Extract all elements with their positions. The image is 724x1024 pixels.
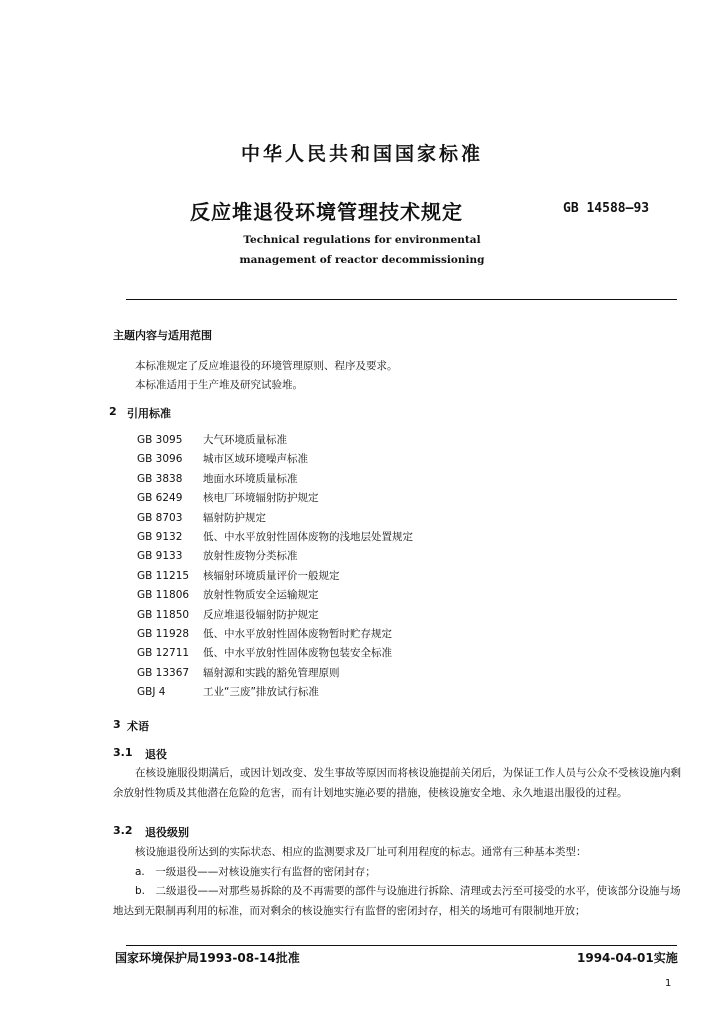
reference-code: GB 11850: [137, 608, 190, 621]
reference-title: 低、中水平放射性固体废物的浅地层处置规定: [203, 530, 413, 543]
reference-code: GBJ 4: [137, 686, 166, 699]
list-item: [137, 626, 413, 645]
subsection-3-2-number: 3.2: [113, 824, 133, 837]
list-item: [137, 490, 413, 509]
page-number: 1: [665, 978, 672, 989]
list-item: [137, 548, 413, 567]
header-divider: [126, 299, 677, 300]
list-item: [137, 510, 413, 529]
list-item: [137, 645, 413, 664]
reference-title: 放射性废物分类标准: [203, 550, 298, 563]
reference-code: GB 11215: [137, 569, 190, 582]
subsection-3-2-intro: 核设施退役所达到的实际状态、相应的监测要求及厂址可利用程度的标志。通常有三种基本类型：: [135, 846, 587, 858]
list-item: [137, 665, 413, 684]
reference-title: 辐射防护规定: [203, 511, 266, 524]
standard-title-cn: 反应堆退役环境管理技术规定: [190, 200, 463, 224]
reference-title: 地面水环境质量标准: [203, 472, 298, 485]
reference-title: 核电厂环境辐射防护规定: [203, 492, 319, 505]
list-item: [137, 432, 413, 451]
level-item-b: b. 二级退役——对那些易拆除的及不再需要的部件与设施进行拆除、清理或去污至可接受的水平，使该部分设施与场地达到无限制再利用的标准，而对剩余的核设施实行有监督的密闭封存，相关的场地可有限制地开放；: [113, 885, 681, 917]
section3-number: 3: [113, 718, 121, 731]
section2-heading: 引用标准: [127, 407, 171, 420]
reference-code: GB 8703: [137, 511, 183, 524]
list-item: [137, 684, 413, 703]
reference-title: 低、中水平放射性固体废物暂时贮存规定: [203, 627, 392, 640]
section2-number: 2: [109, 405, 117, 418]
section1-line1: 本标准规定了反应堆退役的环境管理原则、程序及要求。: [135, 360, 398, 372]
reference-code: GB 9133: [137, 550, 183, 563]
list-item: [137, 529, 413, 548]
reference-code: GB 11806: [137, 589, 190, 602]
standard-code: GB 14588—93: [563, 201, 650, 216]
standard-title-en-line2: management of reactor decommissioning: [239, 254, 485, 266]
section1-line2: 本标准适用于生产堆及研究试验堆。: [135, 379, 303, 391]
approval-line: 国家环境保护局1993-08-14批准: [115, 951, 300, 965]
list-item: [137, 568, 413, 587]
reference-code: GB 13367: [137, 666, 190, 679]
section3-heading: 术语: [127, 720, 149, 733]
subsection-3-1-number: 3.1: [113, 746, 133, 759]
reference-title: 反应堆退役辐射防护规定: [203, 608, 319, 621]
footer-divider: [126, 945, 677, 946]
reference-list: [137, 432, 413, 703]
reference-title: 大气环境质量标准: [203, 434, 287, 446]
subsection-3-1-text: 在核设施服役期满后，或因计划改变、发生事故等原因而将核设施提前关闭后，为保证工作人员与公众不受核设施内剩余放射性物质及其他潜在危险的危害，而有计划地实施必要的措施，使核设施安全地、永久地退出服役的过程。: [113, 767, 681, 799]
reference-title: 放射性物质安全运输规定: [203, 589, 319, 602]
reference-code: GB 9132: [137, 530, 183, 543]
reference-title: 低、中水平放射性固体废物包装安全标准: [203, 647, 392, 660]
standard-title-en-line1: Technical regulations for environmental: [243, 234, 481, 246]
reference-title: 核辐射环境质量评价一般规定: [203, 569, 340, 582]
reference-title: 辐射源和实践的豁免管理原则: [203, 666, 340, 679]
reference-code: GB 3838: [137, 472, 183, 485]
list-item: [137, 607, 413, 626]
reference-code: GB 3096: [137, 453, 183, 466]
reference-title: 工业“三废”排放试行标准: [203, 686, 319, 699]
level-item-a: a. 一级退役——对核设施实行有监督的密闭封存；: [135, 866, 376, 878]
list-item: [137, 471, 413, 490]
list-item: [137, 451, 413, 470]
national-standard-heading: 中华人民共和国国家标准: [240, 143, 483, 165]
reference-code: GB 11928: [137, 627, 190, 640]
reference-code: GB 12711: [137, 647, 190, 660]
reference-title: 城市区域环境噪声标准: [203, 453, 308, 466]
implementation-date: 1994-04-01实施: [577, 951, 678, 965]
subsection-3-1-heading: 退役: [145, 748, 167, 761]
section1-heading: 主题内容与适用范围: [113, 329, 212, 342]
subsection-3-2-heading: 退役级别: [145, 826, 189, 839]
reference-code: GB 6249: [137, 492, 183, 505]
reference-code: GB 3095: [137, 434, 183, 446]
list-item: [137, 587, 413, 606]
